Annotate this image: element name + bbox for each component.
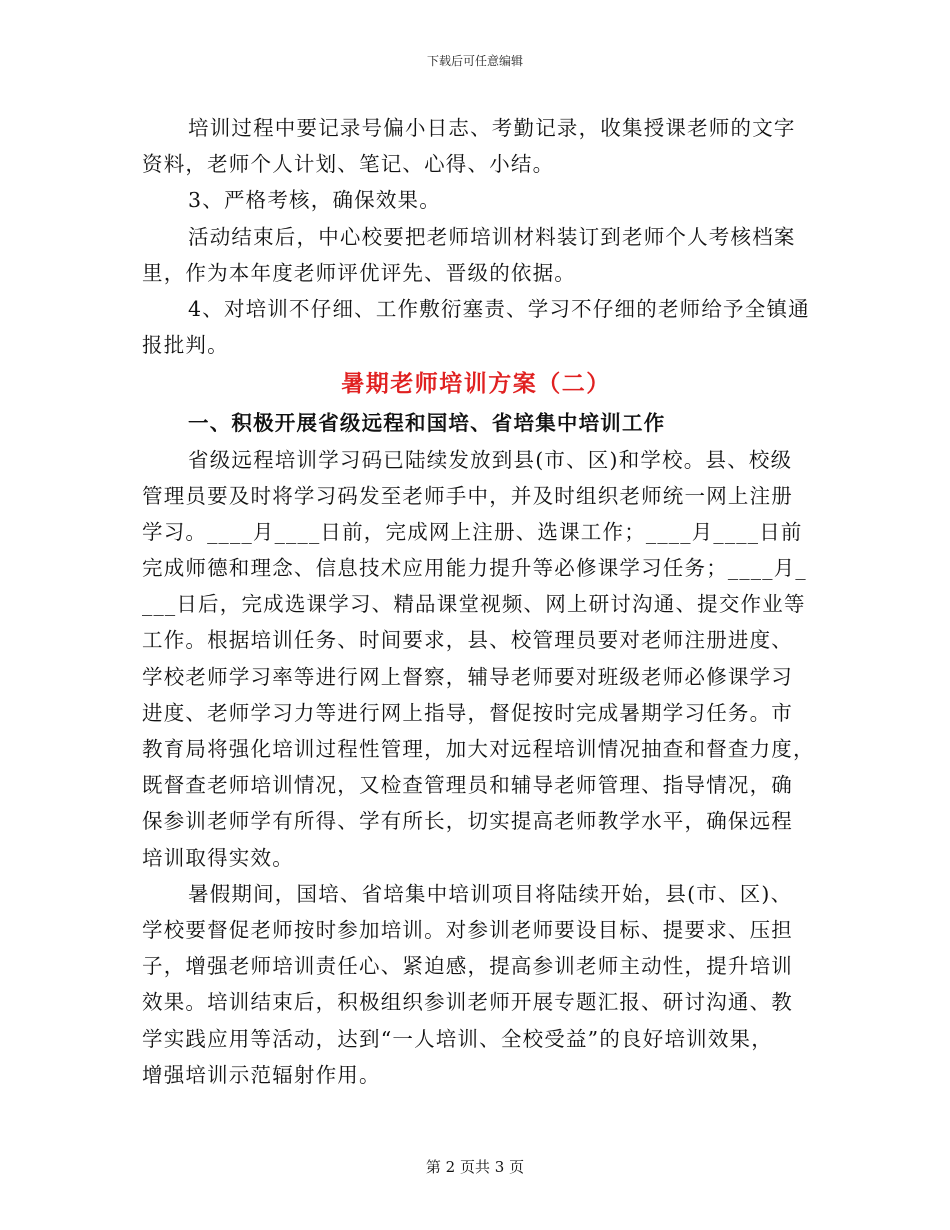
paragraph-line: 资料，老师个人计划、笔记、心得、小结。 <box>142 152 555 177</box>
paragraph-line: 活动结束后，中心校要把老师培训材料装订到老师个人考核档案 <box>188 224 796 249</box>
paragraph-line: 教育局将强化培训过程性管理，加大对远程培训情况抽查和督查力度， <box>142 737 815 761</box>
paragraph-line: 管理员要及时将学习码发至老师手中，并及时组织老师统一网上注册 <box>142 483 793 508</box>
paragraph-line: 学习。____月____日前，完成网上注册、选课工作；____月____日前 <box>142 519 803 544</box>
paragraph-line: 学实践应用等活动，达到“一人培训、全校受益”的良好培训效果， <box>142 1026 773 1051</box>
item-4-line: 报批判。 <box>142 333 229 358</box>
paragraph-line: 进度、老师学习力等进行网上指导，督促按时完成暑期学习任务。市 <box>142 700 793 725</box>
paragraph-line: 效果。培训结束后，积极组织参训老师开展专题汇报、研讨沟通、教 <box>142 990 793 1015</box>
paragraph-line: 工作。根据培训任务、时间要求，县、校管理员要对老师注册进度、 <box>142 628 793 653</box>
paragraph-line: 省级远程培训学习码已陆续发放到县(市、区)和学校。县、校级 <box>188 447 793 472</box>
paragraph-line: 既督查老师培训情况，又检查管理员和辅导老师管理、指导情况，确 <box>142 773 793 798</box>
page-footer-number: 第 2 页共 3 页 <box>425 1158 525 1176</box>
paragraph-line: 子，增强老师培训责任心、紧迫感，提高参训老师主动性，提升培训 <box>142 954 793 979</box>
paragraph-line: ___日后，完成选课学习、精品课堂视频、网上研讨沟通、提交作业等 <box>142 592 806 617</box>
paragraph-line: 暑假期间，国培、省培集中培训项目将陆续开始，县(市、区)、 <box>188 881 793 906</box>
paragraph-line: 增强培训示范辐射作用。 <box>142 1062 381 1087</box>
page-header-note: 下载后可任意编辑 <box>426 54 523 68</box>
section-title: 暑期老师培训方案（二） <box>341 370 611 398</box>
item-4-line: 4、对培训不仔细、工作敷衍塞责、学习不仔细的老师给予全镇通 <box>188 296 810 321</box>
paragraph-line: 里，作为本年度老师评优评先、晋级的依据。 <box>142 260 576 285</box>
document-body <box>142 110 815 1093</box>
paragraph-line: 学校要督促老师按时参加培训。对参训老师要设目标、提要求、压担 <box>142 917 793 942</box>
paragraph-line: 保参训老师学有所得、学有所长，切实提高老师教学水平，确保远程 <box>142 809 793 834</box>
paragraph-line: 完成师德和理念、信息技术应用能力提升等必修课学习任务；____月_ <box>142 556 807 581</box>
paragraph-line: 培训取得实效。 <box>142 845 294 870</box>
paragraph-line: 培训过程中要记录号偏小日志、考勤记录，收集授课老师的文字 <box>188 116 796 140</box>
section-heading: 一、积极开展省级远程和国培、省培集中培训工作 <box>188 411 666 436</box>
paragraph-line: 学校老师学习率等进行网上督察，辅导老师要对班级老师必修课学习 <box>142 664 793 689</box>
item-3-line: 3、严格考核，确保效果。 <box>188 188 441 213</box>
